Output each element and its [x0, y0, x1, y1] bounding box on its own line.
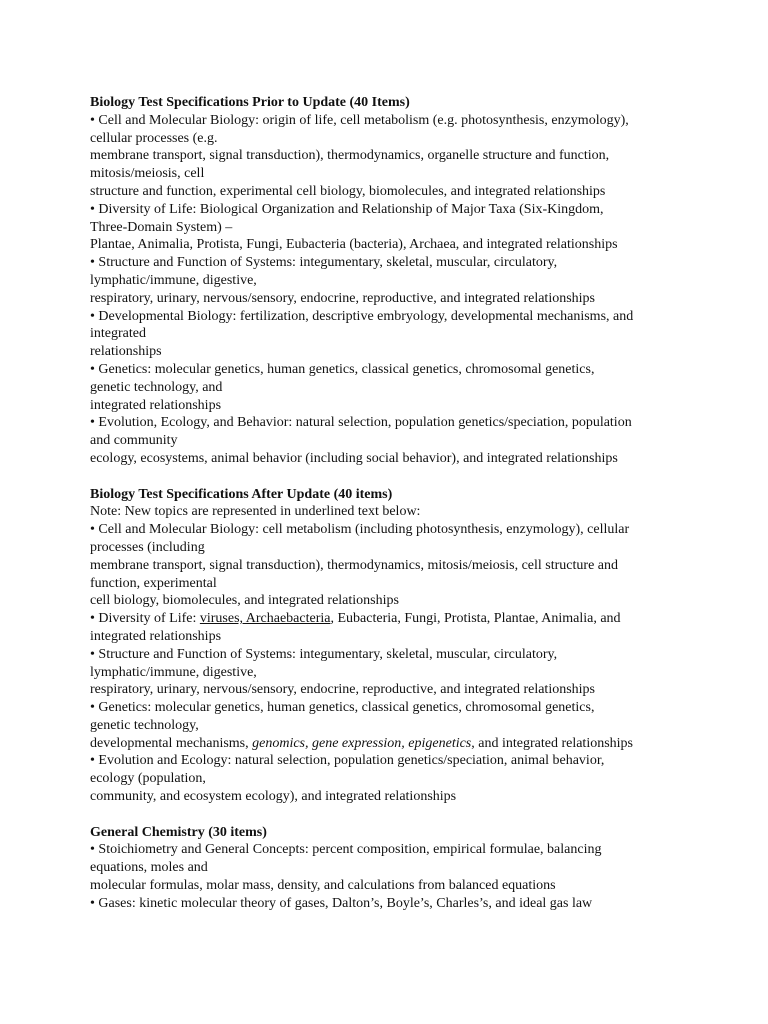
- text-run: integrated: [90, 326, 146, 342]
- document-section: [90, 94, 690, 468]
- text-run: genetic technology,: [90, 717, 199, 733]
- text-run: ecology (population,: [90, 771, 206, 787]
- text-line: [90, 699, 690, 717]
- text-line: [90, 254, 690, 272]
- text-line: [90, 859, 690, 877]
- text-run: lymphatic/immune, digestive,: [90, 272, 257, 288]
- text-run: • Structure and Function of Systems: integumentary, skeletal, muscular, circulatory,: [90, 255, 558, 271]
- text-run: • Evolution, Ecology, and Behavior: natural selection, population genetics/speciation, population: [90, 415, 632, 431]
- text-run: membrane transport, signal transduction), thermodynamics, organelle structure and function,: [90, 148, 610, 164]
- section-spacer: [90, 806, 768, 824]
- section-heading: Biology Test Specifications Prior to Update (40 Items): [90, 95, 410, 110]
- text-line: [90, 325, 690, 343]
- text-run: integrated relationships: [90, 628, 222, 644]
- text-run: , and integrated relationships: [471, 735, 633, 751]
- text-run: and community: [90, 433, 178, 449]
- text-run: lymphatic/immune, digestive,: [90, 664, 257, 680]
- text-run: community, and ecosystem ecology), and integrated relationships: [90, 789, 457, 805]
- text-run: • Structure and Function of Systems: integumentary, skeletal, muscular, circulatory,: [90, 646, 558, 662]
- text-line: [90, 147, 690, 165]
- document-section: [90, 486, 690, 806]
- text-line: [90, 503, 690, 521]
- text-line: [90, 201, 690, 219]
- text-line: [90, 610, 690, 628]
- text-run: respiratory, urinary, nervous/sensory, endocrine, reproductive, and integrated relationships: [90, 682, 595, 698]
- text-run: respiratory, urinary, nervous/sensory, endocrine, reproductive, and integrated relationships: [90, 290, 595, 306]
- text-line: [90, 575, 690, 593]
- text-line: [90, 735, 690, 753]
- text-line: [90, 717, 690, 735]
- text-run: cell biology, biomolecules, and integrated relationships: [90, 593, 399, 609]
- text-run: function, experimental: [90, 575, 217, 591]
- text-line: [90, 183, 690, 201]
- text-line: [90, 361, 690, 379]
- text-line: [90, 841, 690, 859]
- text-line: [90, 450, 690, 468]
- text-line: [90, 592, 690, 610]
- text-line: [90, 557, 690, 575]
- text-line: [90, 308, 690, 326]
- text-run: • Genetics: molecular genetics, human genetics, classical genetics, chromosomal genetics,: [90, 700, 595, 716]
- section-heading: Biology Test Specifications After Update (40 items): [90, 486, 393, 502]
- text-run: molecular formulas, molar mass, density, and calculations from balanced equations: [90, 878, 556, 894]
- text-line: [90, 877, 690, 895]
- text-line: [90, 664, 690, 682]
- text-line: [90, 895, 690, 913]
- text-run: cellular processes (e.g.: [90, 130, 218, 146]
- text-line: [90, 681, 690, 699]
- text-run: relationships: [90, 344, 162, 360]
- text-run: • Cell and Molecular Biology: cell metabolism (including photosynthesis, enzymology), cellular: [90, 522, 630, 538]
- text-run: • Diversity of Life: Biological Organization and Relationship of Major Taxa (Six-Kingdom,: [90, 201, 604, 217]
- underlined-new-topic: viruses, Archaebacteria: [199, 611, 331, 627]
- text-run: processes (including: [90, 539, 205, 555]
- text-line: [90, 272, 690, 290]
- section-spacer: [90, 468, 768, 486]
- text-run: equations, moles and: [90, 860, 208, 876]
- text-run: , Eubacteria, Fungi, Protista, Plantae, Animalia, and: [330, 611, 621, 627]
- text-run: • Cell and Molecular Biology: origin of life, cell metabolism (e.g. photosynthesis, enzymology),: [90, 112, 629, 128]
- document-section: [90, 824, 690, 913]
- text-run: membrane transport, signal transduction), thermodynamics, mitosis/meiosis, cell structure and: [90, 557, 618, 573]
- text-run: Plantae, Animalia, Protista, Fungi, Eubacteria (bacteria), Archaea, and integrated relationships: [90, 237, 618, 253]
- text-line: [90, 752, 690, 770]
- text-line: [90, 521, 690, 539]
- text-line: [90, 379, 690, 397]
- text-run: • Developmental Biology: fertilization, descriptive embryology, developmental mechanisms, and: [90, 308, 634, 324]
- text-run: • Stoichiometry and General Concepts: percent composition, empirical formulae, balancing: [90, 842, 602, 858]
- text-run: developmental mechanisms,: [90, 735, 253, 751]
- italic-new-topic: genomics, gene expression, epigenetics: [252, 735, 472, 751]
- text-line: [90, 165, 690, 183]
- text-line: [90, 414, 690, 432]
- text-run: • Diversity of Life:: [90, 611, 200, 627]
- text-run: Note: New topics are represented in underlined text below:: [90, 504, 421, 520]
- text-line: [90, 343, 690, 361]
- text-run: mitosis/meiosis, cell: [90, 166, 205, 182]
- text-run: Three-Domain System) –: [90, 219, 233, 235]
- text-line: [90, 130, 690, 148]
- text-run: • Genetics: molecular genetics, human genetics, classical genetics, chromosomal genetics,: [90, 361, 595, 377]
- text-line: [90, 236, 690, 254]
- text-run: integrated relationships: [90, 397, 222, 413]
- text-line: [90, 788, 690, 806]
- text-line: [90, 432, 690, 450]
- text-line: [90, 770, 690, 788]
- text-line: [90, 539, 690, 557]
- text-line: [90, 397, 690, 415]
- text-run: • Gases: kinetic molecular theory of gases, Dalton’s, Boyle’s, Charles’s, and ideal gas law: [90, 895, 593, 911]
- text-line: [90, 646, 690, 664]
- text-run: ecology, ecosystems, animal behavior (including social behavior), and integrated relationships: [90, 450, 618, 466]
- section-heading: General Chemistry (30 items): [90, 824, 267, 840]
- text-run: genetic technology, and: [90, 379, 223, 395]
- text-line: [90, 628, 690, 646]
- text-line: [90, 290, 690, 308]
- text-line: [90, 219, 690, 237]
- text-line: [90, 112, 690, 130]
- text-run: structure and function, experimental cell biology, biomolecules, and integrated relationships: [90, 183, 606, 199]
- text-run: • Evolution and Ecology: natural selection, population genetics/speciation, animal behavior,: [90, 753, 605, 769]
